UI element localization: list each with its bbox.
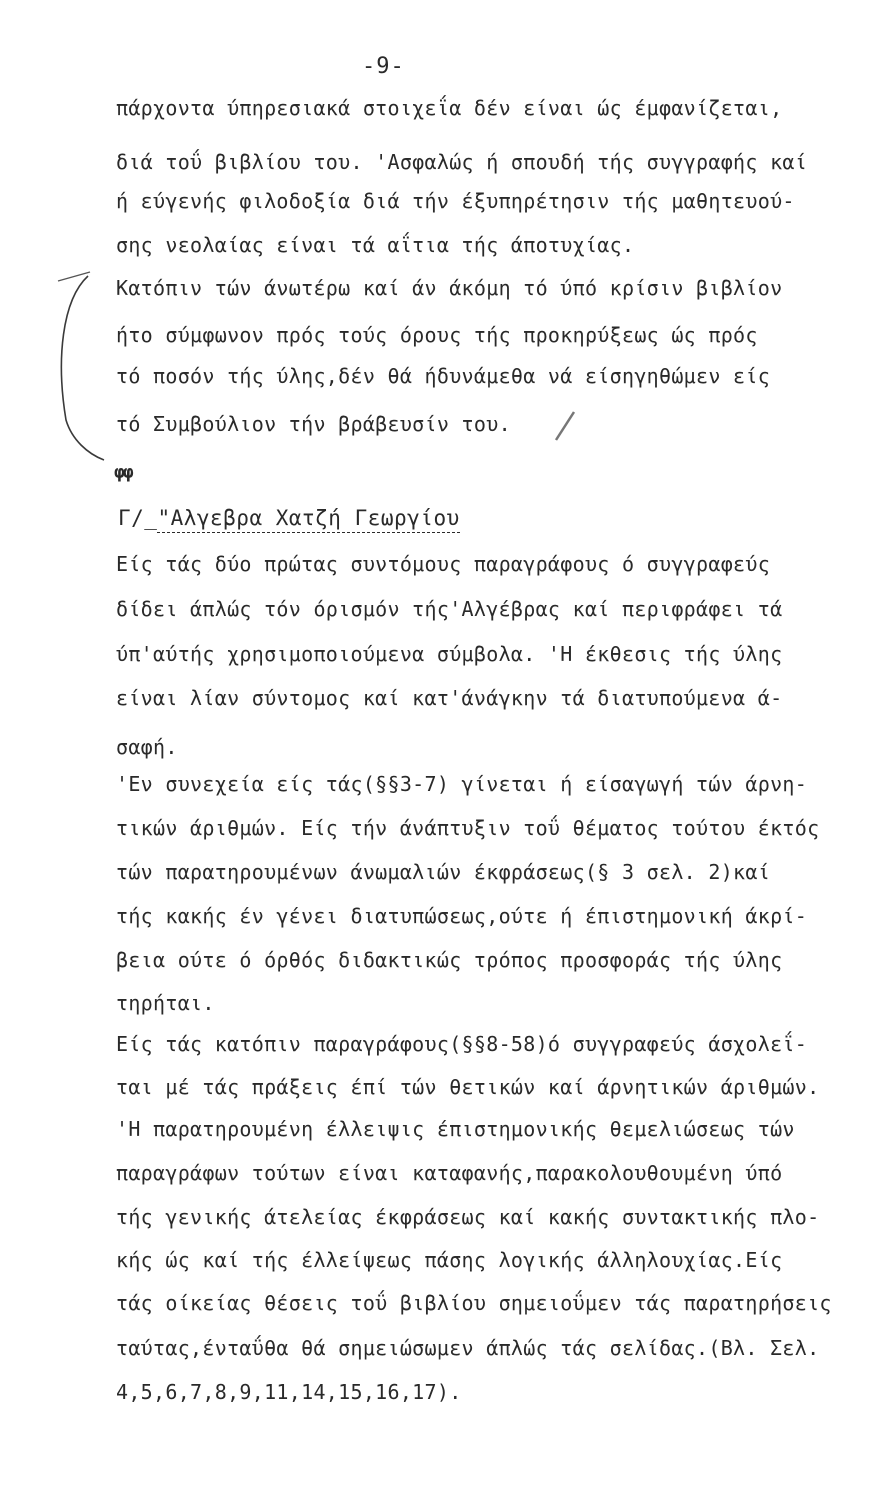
handwritten-mark: φφ bbox=[114, 462, 132, 483]
text-line: τών παρατηρουμένων άνωμαλιών έκφράσεως(§ 3 σελ. 2)καί bbox=[116, 860, 771, 884]
text-line: πάρχοντα ύπηρεσιακά στοιχεΐα δέν είναι ώς έμφανίζεται, bbox=[116, 96, 783, 120]
text-line: 'Η παρατηρουμένη έλλειψις έπιστημονικής θεμελιώσεως τών bbox=[116, 1117, 795, 1141]
text-line: κής ώς καί τής έλλείψεως πάσης λογικής άλληλουχίας.Είς bbox=[116, 1248, 783, 1272]
text-line: τηρήται. bbox=[116, 991, 215, 1015]
text-line: τό ποσόν τής ύλης,δέν θά ήδυνάμεθα νά είσηγηθώμεν είς bbox=[116, 364, 771, 388]
text-line: ται μέ τάς πράξεις έπί τών θετικών καί άρνητικών άριθμών. bbox=[116, 1075, 820, 1099]
text-line: σης νεολαίας είναι τά αΐτια τής άποτυχίας. bbox=[116, 233, 635, 257]
text-line: ή εύγενής φιλοδοξία διά τήν έξυπηρέτησιν τής μαθητευού- bbox=[116, 189, 795, 213]
text-line: σαφή. bbox=[116, 735, 178, 759]
text-line: ύπ'αύτής χρησιμοποιούμενα σύμβολα. 'Η έκθεσις τής ύλης bbox=[116, 642, 783, 666]
text-line: Είς τάς κατόπιν παραγράφους(§§8-58)ό συγγραφεύς άσχολεΐ- bbox=[116, 1032, 808, 1056]
heading-title: "Αλγεβρα Χατζή Γεωργίου bbox=[157, 506, 459, 533]
text-line: τό Συμβούλιον τήν βράβευσίν του. bbox=[116, 412, 511, 436]
page-number: -9- bbox=[362, 54, 405, 79]
text-line: είναι λίαν σύντομος καί κατ'άνάγκην τά διατυπούμενα ά- bbox=[116, 686, 783, 710]
text-line: 4,5,6,7,8,9,11,14,15,16,17). bbox=[116, 1380, 462, 1404]
text-line: τικών άριθμών. Είς τήν άνάπτυξιν τοΰ θέματος τούτου έκτός bbox=[116, 816, 820, 840]
text-line: Κατόπιν τών άνωτέρω καί άν άκόμη τό ύπό κρίσιν βιβλίον bbox=[116, 276, 783, 300]
text-line: βεια ούτε ό όρθός διδακτικώς τρόπος προσφοράς τής ύλης bbox=[116, 948, 783, 972]
text-line: διά τοΰ βιβλίου του. 'Ασφαλώς ή σπουδή τής συγγραφής καί bbox=[116, 150, 808, 174]
text-line: ήτο σύμφωνον πρός τούς όρους τής προκηρύξεως ώς πρός bbox=[116, 323, 758, 347]
text-line: ταύτας,ένταΰθα θά σημειώσωμεν άπλώς τάς σελίδας.(Βλ. Σελ. bbox=[116, 1336, 820, 1360]
text-line: 'Εν συνεχεία είς τάς(§§3-7) γίνεται ή είσαγωγή τών άρνη- bbox=[116, 772, 808, 796]
text-line: τάς οίκείας θέσεις τοΰ βιβλίου σημειοΰμεν τάς παρατηρήσεις bbox=[116, 1291, 832, 1315]
text-line: δίδει άπλώς τόν όρισμόν τής'Αλγέβρας καί περιφράφει τά bbox=[116, 597, 783, 621]
text-line: παραγράφων τούτων είναι καταφανής,παρακολουθουμένη ύπό bbox=[116, 1161, 783, 1185]
heading-prefix: Γ/_ bbox=[118, 506, 158, 530]
text-line: Είς τάς δύο πρώτας συντόμους παραγράφους ό συγγραφεύς bbox=[116, 552, 771, 576]
text-line: τής γενικής άτελείας έκφράσεως καί κακής συντακτικής πλο- bbox=[116, 1205, 820, 1229]
text-line: τής κακής έν γένει διατυπώσεως,ούτε ή έπιστημονική άκρί- bbox=[116, 904, 808, 928]
section-heading bbox=[118, 506, 460, 530]
